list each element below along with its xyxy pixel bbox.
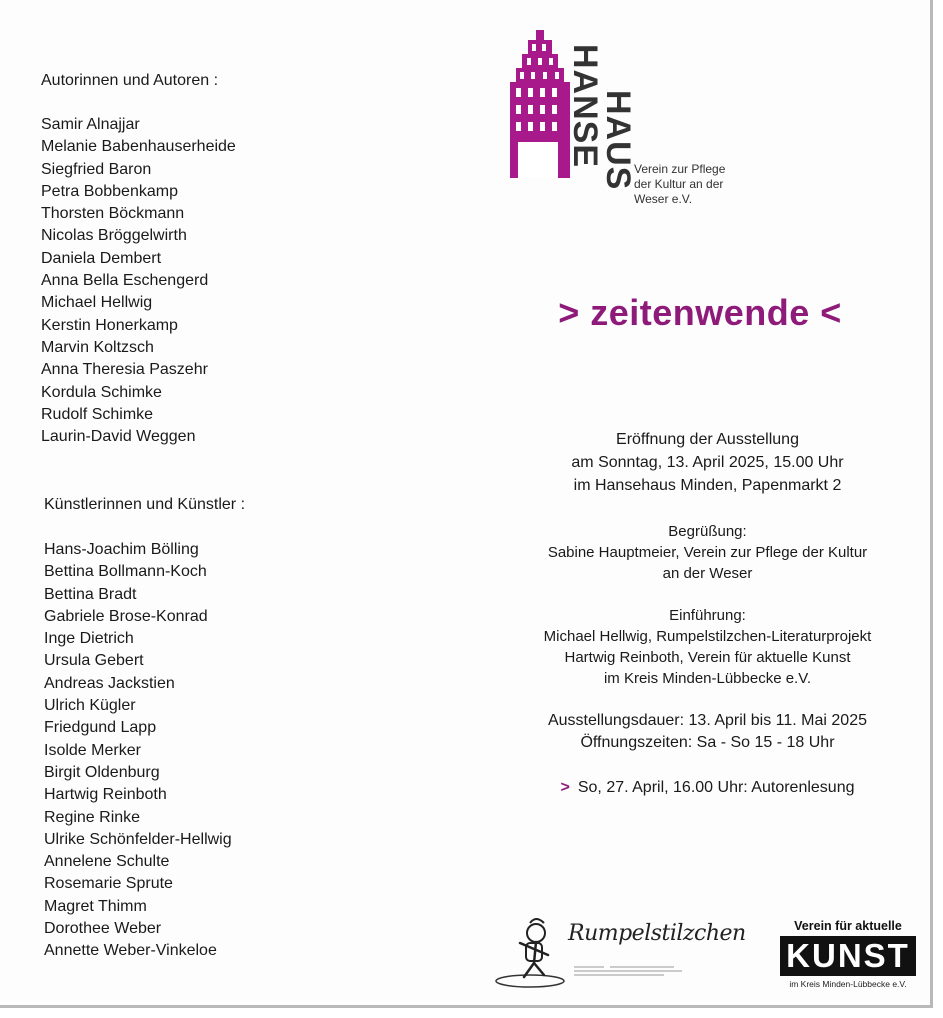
list-item: Dorothee Weber [44, 920, 162, 938]
hansehaus-logo [510, 30, 750, 210]
list-item: Ursula Gebert [44, 652, 144, 670]
list-item: Rosemarie Sprute [44, 875, 173, 893]
list-item: Marvin Koltzsch [41, 338, 154, 356]
list-item: Inge Dietrich [44, 630, 134, 648]
rumpelstilzchen-logo [490, 915, 760, 995]
welcome-heading: Begrüßung: [668, 523, 747, 540]
kunst-top-text: Verein für aktuelle [794, 919, 902, 933]
fine-print-lines [574, 965, 684, 979]
list-item: Ulrich Kügler [44, 697, 136, 715]
logo-subtitle-line: Verein zur Pflege [634, 162, 726, 176]
reading-text: So, 27. April, 16.00 Uhr: Autorenlesung [577, 779, 855, 796]
list-item: Kerstin Honerkamp [41, 316, 178, 334]
list-item: Daniela Dembert [41, 249, 162, 267]
list-item: Siegfried Baron [41, 160, 152, 178]
list-item: Laurin-David Weggen [41, 428, 196, 446]
kunst-bottom-text: im Kreis Minden-Lübbecke e.V. [789, 979, 907, 989]
logo-subtitle [634, 162, 754, 207]
kunst-wordmark: KUNST [780, 936, 916, 976]
list-item: Birgit Oldenburg [44, 763, 160, 781]
list-item: Hartwig Reinboth [44, 786, 167, 804]
list-item: Magret Thimm [44, 897, 147, 915]
kunst-verein-logo [774, 918, 922, 989]
authors-section [41, 70, 341, 448]
list-item: Isolde Merker [44, 741, 141, 759]
list-item: Bettina Bradt [44, 585, 137, 603]
opening-info [500, 428, 915, 497]
welcome-line: Sabine Hauptmeier, Verein zur Pflege der Kultur [547, 544, 868, 561]
logo-subtitle-line: der Kultur an der [634, 177, 724, 191]
list-item: Friedgund Lapp [44, 719, 157, 737]
rumpelstilzchen-wordmark: Rumpelstilzchen [568, 921, 746, 946]
list-item: Anna Theresia Paszehr [41, 361, 208, 379]
logo-word-hanse: HANSE [566, 44, 604, 169]
building-icon [510, 30, 570, 178]
welcome-info [500, 521, 915, 584]
opening-line: im Hansehaus Minden, Papenmarkt 2 [573, 477, 842, 494]
arrow-icon: > [560, 779, 570, 796]
event-title: > zeitenwende < [558, 292, 842, 333]
list-item: Regine Rinke [44, 808, 141, 826]
artists-heading: Künstlerinnen und Künstler : [44, 496, 246, 513]
list-item: Anna Bella Eschengerd [41, 272, 209, 290]
list-item: Annelene Schulte [44, 853, 170, 871]
opening-hours: Öffnungszeiten: Sa - So 15 - 18 Uhr [580, 734, 835, 751]
list-item: Michael Hellwig [41, 294, 153, 312]
opening-line: am Sonntag, 13. April 2025, 15.00 Uhr [571, 454, 844, 471]
list-item: Andreas Jackstien [44, 674, 175, 692]
exhibition-duration: Ausstellungsdauer: 13. April bis 11. Mai 2025 [547, 712, 867, 729]
list-item: Ulrike Schönfelder-Hellwig [44, 830, 232, 848]
intro-heading: Einführung: [669, 607, 746, 624]
logo-subtitle-line: Weser e.V. [634, 192, 693, 206]
intro-line: im Kreis Minden-Lübbecke e.V. [603, 670, 812, 687]
list-item: Bettina Bollmann-Koch [44, 563, 207, 581]
list-item: Nicolas Bröggelwirth [41, 227, 187, 245]
list-item: Samir Alnajjar [41, 116, 140, 133]
list-item: Rudolf Schimke [41, 405, 154, 423]
dates-info [500, 710, 915, 754]
logo-word-haus: HAUS [599, 90, 637, 191]
authors-list [41, 114, 341, 448]
reading-info [500, 777, 915, 799]
list-item: Hans-Joachim Bölling [44, 541, 199, 558]
list-item: Kordula Schimke [41, 383, 162, 401]
list-item: Thorsten Böckmann [41, 205, 185, 223]
list-item: Annette Weber-Vinkeloe [44, 942, 217, 960]
welcome-line: an der Weser [662, 565, 753, 582]
opening-line: Eröffnung der Ausstellung [616, 431, 799, 448]
list-item: Gabriele Brose-Konrad [44, 607, 208, 625]
intro-line: Hartwig Reinboth, Verein für aktuelle Kunst [564, 649, 851, 666]
intro-line: Michael Hellwig, Rumpelstilzchen-Literaturprojekt [543, 628, 872, 645]
intro-info [500, 605, 915, 689]
list-item: Petra Bobbenkamp [41, 182, 178, 200]
artists-list [44, 539, 344, 963]
dancing-figure-icon [490, 915, 570, 995]
authors-heading: Autorinnen und Autoren : [41, 72, 219, 89]
rumpelstilzchen-fine-print [574, 965, 684, 981]
list-item: Melanie Babenhauserheide [41, 138, 236, 156]
